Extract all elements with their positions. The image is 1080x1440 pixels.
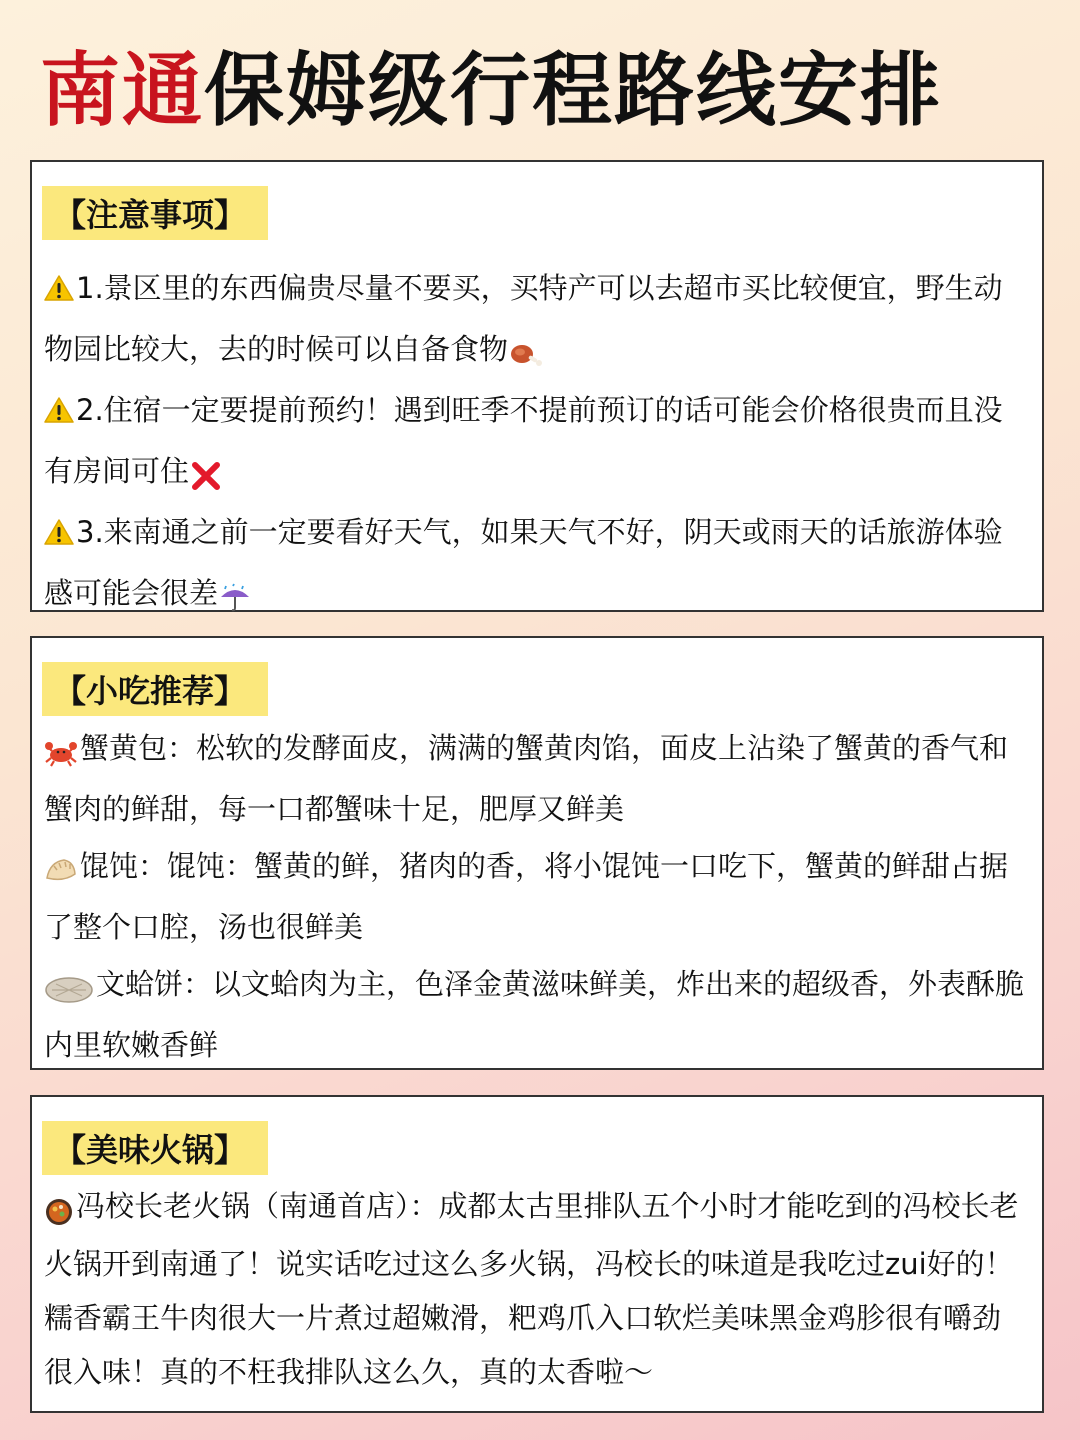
- notes-body: [44, 260, 1024, 626]
- snacks-label: 【小吃推荐】: [42, 662, 268, 716]
- note-item: [44, 382, 1024, 504]
- snack-item: [44, 720, 1024, 838]
- snack-text: 文蛤饼：以文蛤肉为主，色泽金黄滋味鲜美，炸出来的超级香，外表酥脆内里软嫩香鲜: [44, 967, 1025, 1062]
- snack-item: [44, 956, 1024, 1074]
- hotpot-text: 冯校长老火锅（南通首店）：成都太古里排队五个小时才能吃到的冯校长老火锅开到南通了！说实话吃过这么多火锅，冯校长的味道是我吃过zui好的！糯香霸王牛肉很大一片煮过超嫩滑，粑鸡爪入口软烂美味黑金鸡胗很有嚼劲很入味！真的不枉我排队这么久，真的太香啦～: [44, 1189, 1019, 1389]
- notes-label: 【注意事项】: [42, 186, 268, 240]
- snacks-body: [44, 720, 1024, 1074]
- dumpling-icon: [44, 842, 78, 899]
- note-text: 3.来南通之前一定要看好天气，如果天气不好，阴天或雨天的话旅游体验感可能会很差: [44, 515, 1003, 610]
- warning-icon: [44, 264, 74, 321]
- note-text: 2.住宿一定要提前预约！遇到旺季不提前预订的话可能会价格很贵而且没有房间可住: [44, 393, 1003, 488]
- hotpot-body: [44, 1179, 1024, 1399]
- notes-card: [30, 160, 1044, 612]
- snack-text: 蟹黄包：松软的发酵面皮，满满的蟹黄肉馅，面皮上沾染了蟹黄的香气和蟹肉的鲜甜，每一口都蟹味十足，肥厚又鲜美: [44, 731, 1009, 826]
- snack-text: 馄饨：馄饨：蟹黄的鲜，猪肉的香，将小馄饨一口吃下，蟹黄的鲜甜占据了整个口腔，汤也很鲜美: [44, 849, 1009, 944]
- hotpot-label: 【美味火锅】: [42, 1121, 268, 1175]
- hotpot-card: [30, 1095, 1044, 1413]
- note-text: 1.景区里的东西偏贵尽量不要买，买特产可以去超市买比较便宜，野生动物园比较大，去的时候可以自备食物: [44, 271, 1003, 366]
- snack-item: [44, 838, 1024, 956]
- meat-icon: [508, 325, 542, 382]
- note-item: [44, 260, 1024, 382]
- cross-mark-icon: [189, 447, 223, 504]
- flatbread-icon: [44, 960, 94, 1017]
- title-main: 保姆级行程路线安排: [204, 42, 942, 137]
- umbrella-rain-icon: [218, 569, 252, 626]
- crab-icon: [44, 724, 78, 781]
- snacks-card: [30, 636, 1044, 1070]
- note-item: [44, 504, 1024, 626]
- warning-icon: [44, 386, 74, 443]
- hotpot-icon: [44, 1183, 74, 1237]
- hotpot-item: [44, 1179, 1024, 1399]
- title-city: 南通: [40, 42, 204, 137]
- page-title: [40, 28, 1050, 138]
- warning-icon: [44, 508, 74, 565]
